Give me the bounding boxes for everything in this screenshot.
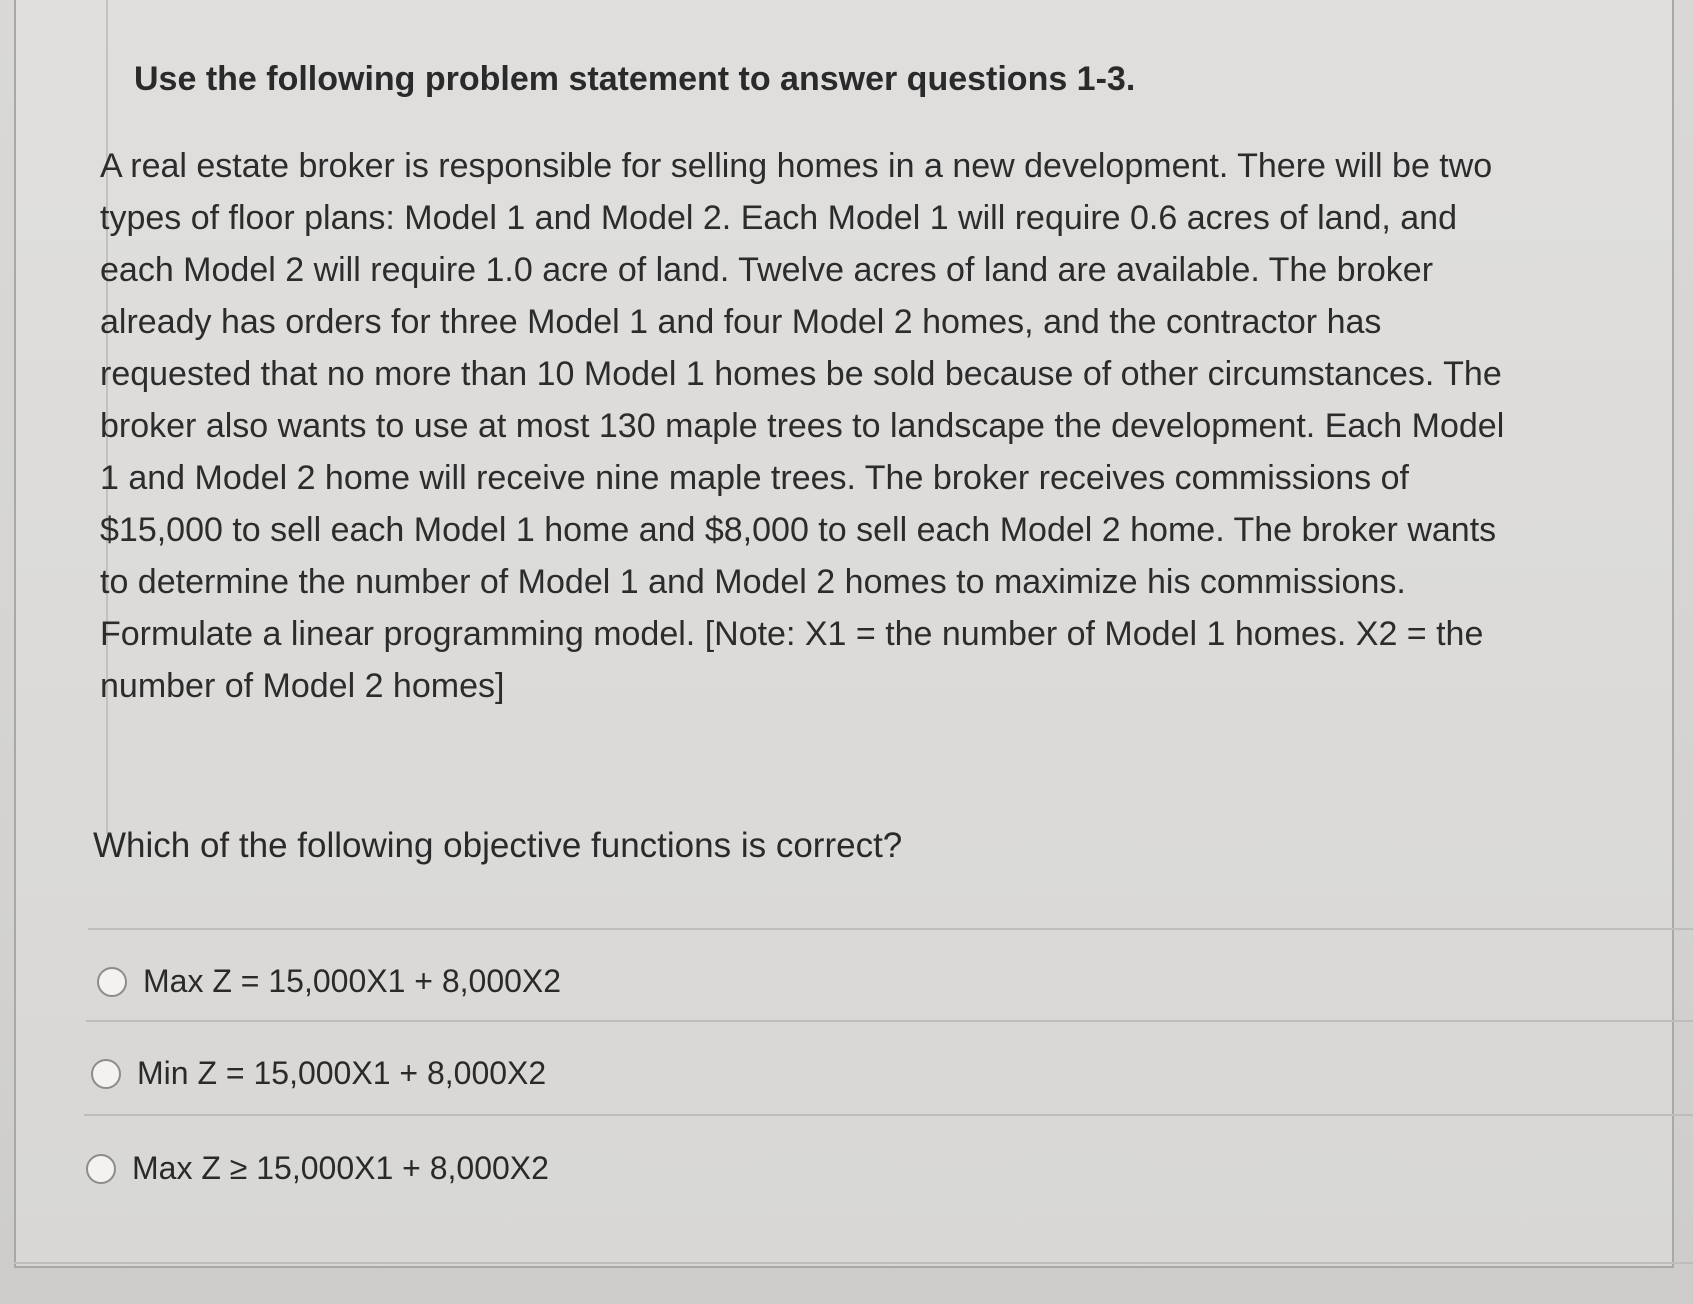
problem-statement [100,140,1660,712]
option-label: Max Z = 15,000X1 + 8,000X2 [143,963,562,999]
problem-line: $15,000 to sell each Model 1 home and $8,000 to sell each Model 2 home. The broker wants [100,511,1497,549]
problem-heading: Use the following problem statement to answer questions 1-3. [134,60,1136,98]
problem-line: A real estate broker is responsible for selling homes in a new development. There will be two [100,147,1493,185]
divider [84,1114,1693,1116]
radio-button[interactable] [97,967,127,997]
divider [86,1020,1693,1022]
question-text: Which of the following objective functions is correct? [93,826,903,865]
option-label: Max Z ≥ 15,000X1 + 8,000X2 [132,1150,549,1186]
problem-line: 1 and Model 2 home will receive nine maple trees. The broker receives commissions of [100,459,1409,497]
option-label: Min Z = 15,000X1 + 8,000X2 [137,1055,547,1091]
problem-line: Formulate a linear programming model. [Note: X1 = the number of Model 1 homes. X2 = the [100,615,1484,653]
divider [14,1262,1693,1264]
problem-line: to determine the number of Model 1 and Model 2 homes to maximize his commissions. [100,563,1406,601]
answer-option-max[interactable] [97,963,561,1000]
divider [88,928,1693,930]
radio-button[interactable] [91,1059,121,1089]
problem-line: types of floor plans: Model 1 and Model 2. Each Model 1 will require 0.6 acres of land, and [100,199,1457,237]
problem-line: number of Model 2 homes] [100,667,505,705]
radio-button[interactable] [86,1154,116,1184]
answer-option-min[interactable] [91,1055,546,1092]
problem-line: each Model 2 will require 1.0 acre of land. Twelve acres of land are available. The broker [100,251,1434,289]
answer-option-max-geq[interactable] [86,1150,549,1187]
problem-line: already has orders for three Model 1 and four Model 2 homes, and the contractor has [100,303,1382,341]
problem-line: requested that no more than 10 Model 1 homes be sold because of other circumstances. The [100,355,1502,393]
problem-line: broker also wants to use at most 130 maple trees to landscape the development. Each Model [100,407,1505,445]
